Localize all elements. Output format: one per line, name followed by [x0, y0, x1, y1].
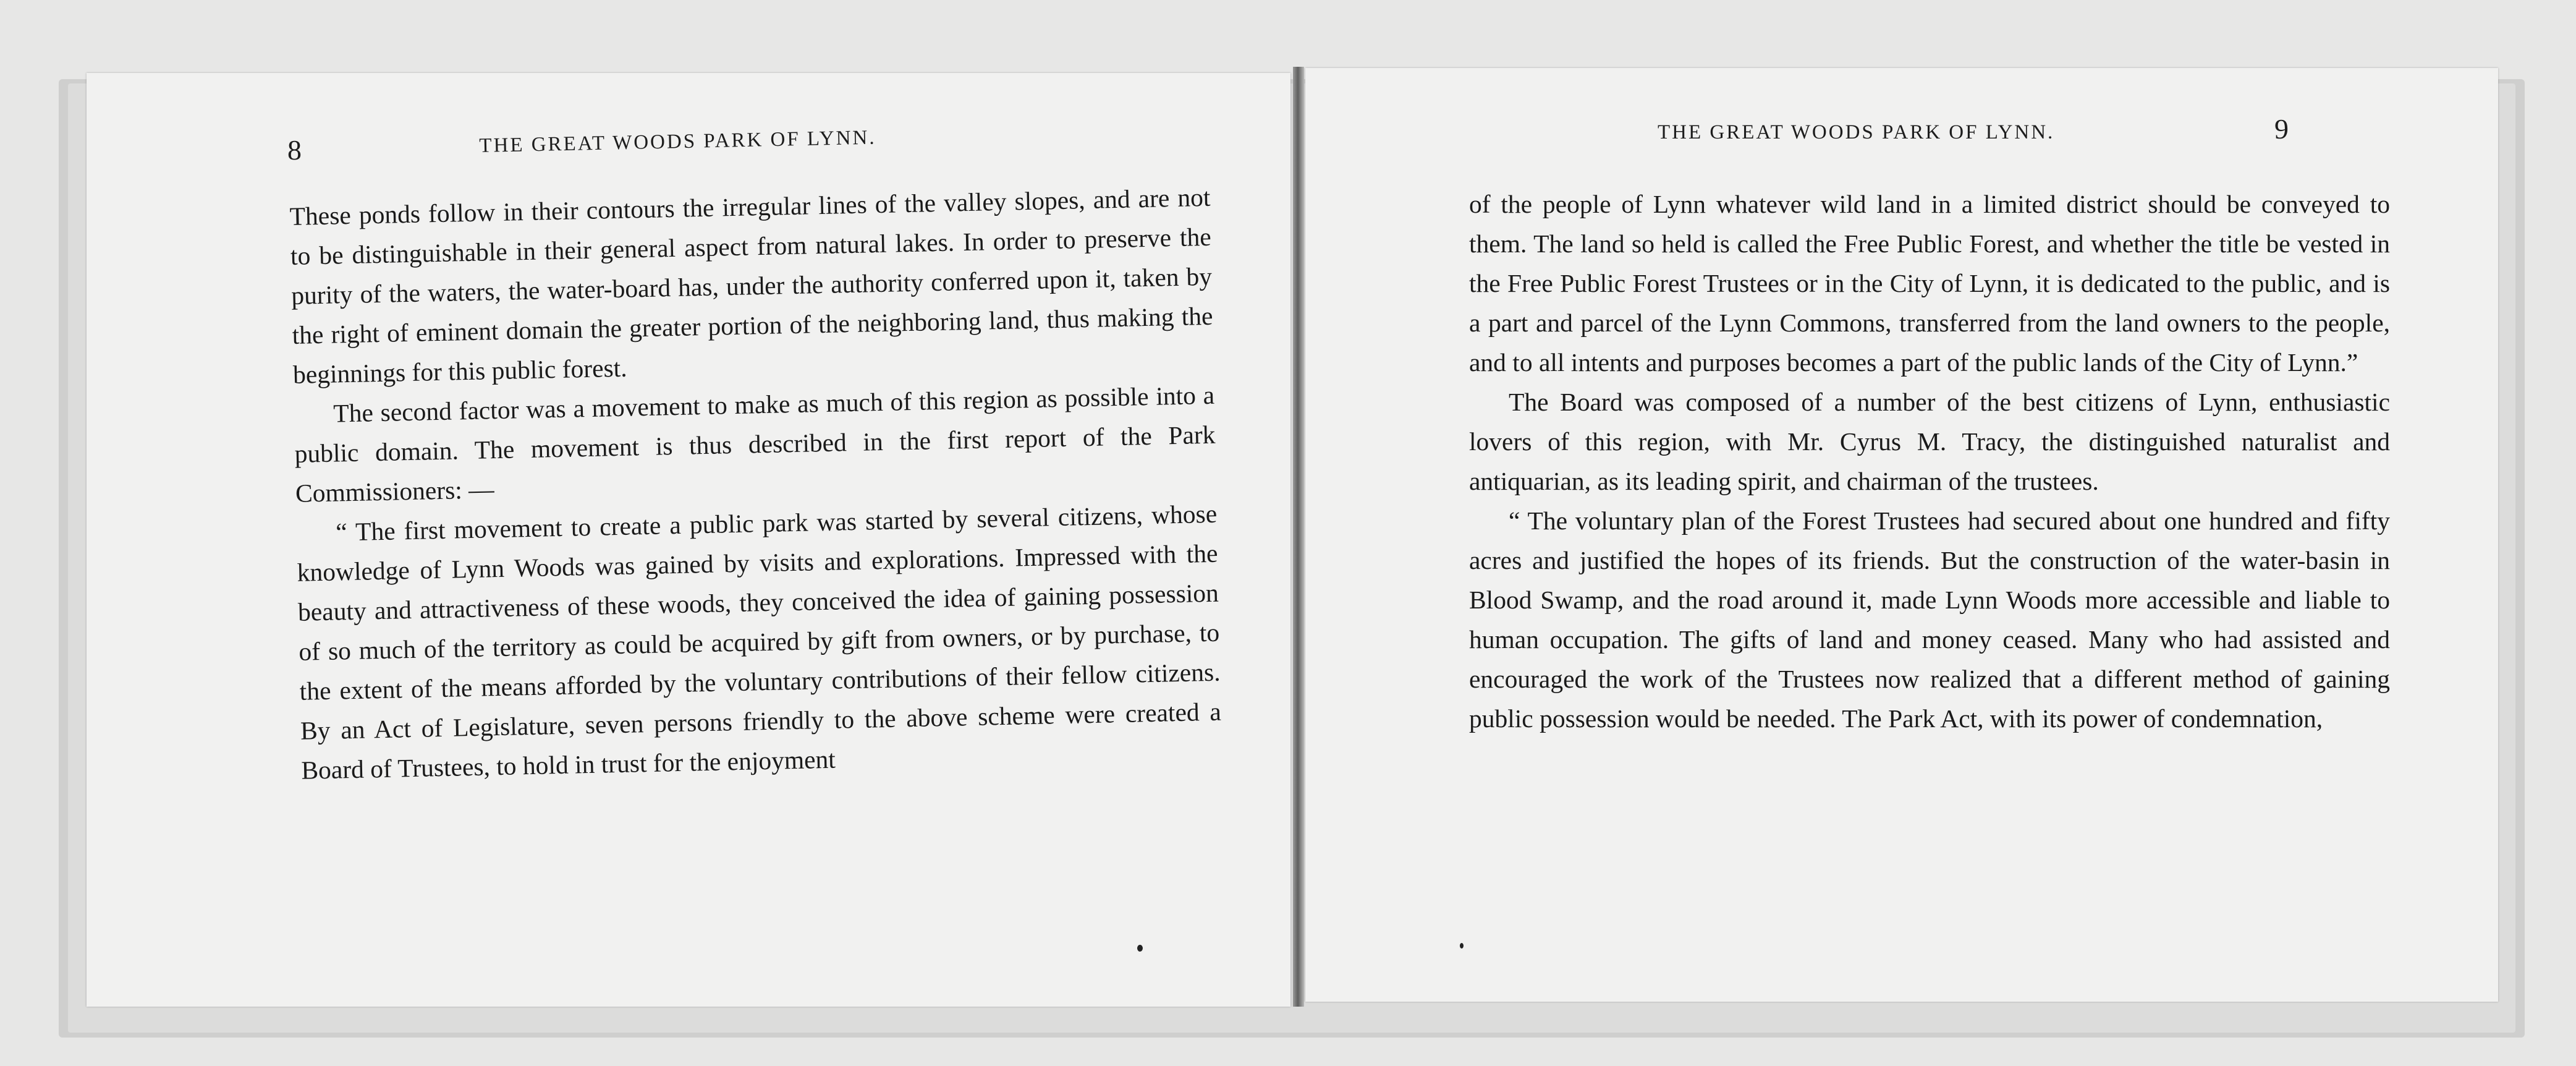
- right-paragraph-1: of the people of Lynn whatever wild land in a limited district should be conveyed to them. The land so held is called the Free Public Forest, and whether the title be vested in the Free Public Forest Trustees or in the City of Lynn, it is dedicated to the public, and is a part and parcel of the Lynn Commons, transferred from the land owners to the people, and to all intents and purposes becomes a part of the public lands of the City of Lynn.”: [1469, 190, 2390, 377]
- right-running-head: THE GREAT WOODS PARK OF LYNN.: [1658, 121, 2055, 143]
- right-page-body: [1469, 184, 2390, 738]
- right-page-number: 9: [2274, 113, 2289, 145]
- left-paragraph-3: “ The first movement to create a public park was started by several citizens, whose knowledge of Lynn Woods was gained by visits and explorations. Impressed with the beauty and attractiveness of these woods, they conceived the idea of gaining possession of so much of the territory as could be acquired by gift from owners, or by purchase, to the extent of the means afforded by the voluntary contributions of their fellow citizens. By an Act of Legislature, seven persons friendly to the above scheme were created a Board of Trustees, to hold in trust for the enjoyment: [297, 499, 1222, 785]
- left-running-head: THE GREAT WOODS PARK OF LYNN.: [479, 126, 876, 157]
- right-paragraph-2: The Board was composed of a number of the best citizens of Lynn, enthusiastic lovers of this region, with Mr. Cyrus M. Tracy, the distinguished naturalist and antiquarian, as its leading spirit, and chairman of the trustees.: [1469, 388, 2390, 495]
- ink-speck: [1137, 945, 1143, 952]
- left-paragraph-2: The second factor was a movement to make as much of this region as possible into a public domain. The movement is thus described in the first report of the Park Commissioners: —: [294, 380, 1216, 508]
- right-page: [1305, 68, 2498, 1002]
- ink-speck: [1460, 943, 1464, 949]
- book-gutter: [1293, 67, 1304, 1007]
- right-paragraph-3: “ The voluntary plan of the Forest Trustees had secured about one hundred and fifty acres and justified the hopes of its friends. But the construction of the water-basin in Blood Swamp, and the road around it, made Lynn Woods more accessible and liable to human occupation. The gifts of land and money ceased. Many who had assisted and encouraged the work of the Trustees now realized that a different method of gaining public possession would be needed. The Park Act, with its power of condemnation,: [1469, 506, 2390, 733]
- left-page: [87, 73, 1290, 1007]
- left-paragraph-1: These ponds follow in their contours the irregular lines of the valley slopes, and are not to be distinguishable in their general aspect from natural lakes. In order to preserve the purity of the waters, the water-board has, under the authority conferred upon it, taken by the right of eminent domain the greater portion of the neighboring land, thus making the beginnings for this public forest.: [289, 182, 1213, 389]
- left-page-body: [289, 177, 1222, 790]
- left-page-number: 8: [287, 134, 302, 166]
